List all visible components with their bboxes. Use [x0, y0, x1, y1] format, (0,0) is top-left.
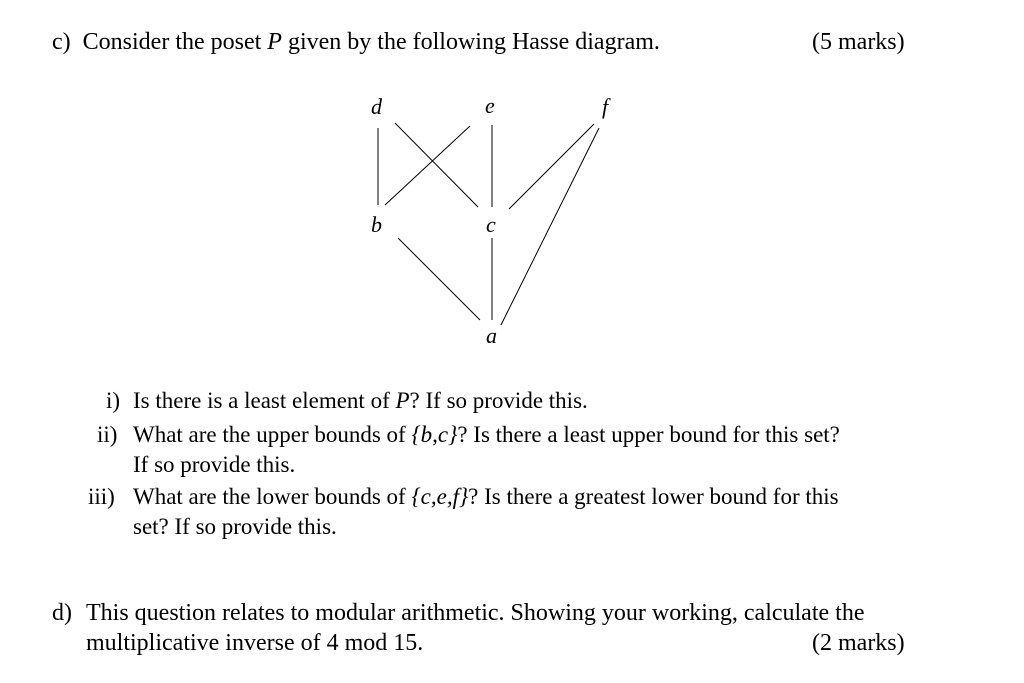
subpart-iii-text-line2: set? If so provide this.: [133, 514, 337, 539]
question-c-text-after: given by the following Hasse diagram.: [281, 29, 660, 55]
edge-c-d: [395, 123, 478, 207]
subpart-iii-label: iii): [88, 484, 115, 509]
subpart-ii-set: {b,c}: [411, 422, 458, 447]
subpart-ii-text-line2: If so provide this.: [133, 452, 296, 477]
question-c-label: c): [52, 29, 71, 55]
subpart-iii-text-line1: What are the lower bounds of {c,e,f}? Is there a greatest lower bound for this: [133, 484, 839, 509]
node-c: c: [486, 212, 496, 237]
subpart-ii-label: ii): [97, 422, 118, 447]
node-a: a: [486, 323, 497, 348]
question-d-line1: This question relates to modular arithmetic. Showing your working, calculate the: [86, 600, 865, 626]
subpart-i-label: i): [106, 388, 121, 413]
subpart-i-text: Is there is a least element of P? If so provide this.: [133, 388, 588, 413]
question-d-marks: (2 marks): [812, 630, 905, 656]
subpart-i: [106, 386, 120, 416]
subpart-ii-text-line1: What are the upper bounds of {b,c}? Is there a least upper bound for this set?: [133, 422, 840, 447]
subpart-ii: [97, 420, 117, 450]
edge-c-f: [509, 124, 594, 209]
question-d-label: d): [52, 600, 72, 626]
edge-a-b: [398, 238, 480, 320]
subpart-i-var-p: P: [395, 388, 410, 413]
subpart-iii-set: {c,e,f}: [411, 484, 469, 509]
node-f: f: [602, 94, 609, 119]
node-d: d: [371, 94, 382, 119]
edge-a-f: [501, 128, 599, 325]
question-c-var-p: P: [267, 29, 282, 55]
node-e: e: [485, 93, 495, 118]
question-d-line2: multiplicative inverse of 4 mod 15.: [86, 630, 424, 656]
question-c-text-before: Consider the poset: [82, 29, 268, 55]
question-c-marks: (5 marks): [812, 29, 905, 55]
subpart-iii: [88, 482, 115, 512]
node-b: b: [371, 212, 382, 237]
edge-b-e: [385, 126, 470, 205]
